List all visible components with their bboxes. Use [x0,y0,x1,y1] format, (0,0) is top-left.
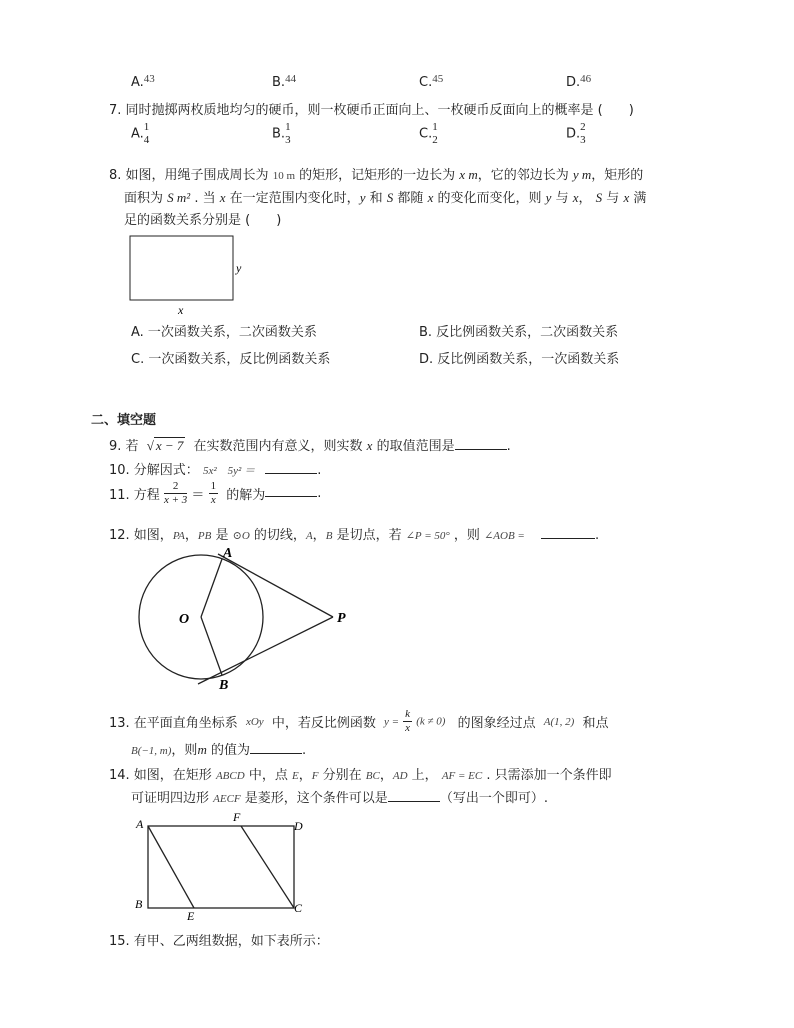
q7-option-d: D. 2 3 [566,121,586,146]
q12-label-a: A [223,546,233,561]
q12-label-b: B [219,678,229,692]
q6-option-d: D.$^{46}$ [566,73,592,90]
q8-line2: 面积为 S m² . 当 x 在一定范围内变化时，y 和 S 都随 x 的变化而变化，则 y 与 x， S 与 x 满 [124,190,647,206]
q8-option-d: D. 反比例函数关系，一次函数关系 [419,352,620,367]
q12-radius-ob [201,617,222,675]
q12-label-o: O [179,612,190,627]
q14-line1: 14. 如图，在矩形 ABCD 中，点 E，F 分别在 BC，AD 上， AF = EC . 只需添加一个条件即 [109,768,612,783]
q6-option-c: C.$^{45}$ [419,73,444,90]
q8-option-a: A. 一次函数关系，二次函数关系 [131,325,317,340]
q8-rectangle-figure [124,232,254,318]
section-title-fill-in: 二、填空题 [91,413,157,428]
q14-label-e: E [187,909,195,923]
q12-answer-blank[interactable] [541,538,595,539]
q13-answer-blank[interactable] [250,753,302,754]
q12: 12. 如图，PA，PB 是 ⊙O 的切线，A，B 是切点，若 ∠P = 50° ，则 ∠AOB = . [109,528,600,543]
q10-answer-blank[interactable] [265,473,317,474]
q6-option-a: A.$^{43}$ [131,73,155,90]
q8-option-b: B. 反比例函数关系，二次函数关系 [419,325,619,340]
q10: 10. 分解因式： 5x² 5y² ＝ . [109,463,322,478]
q6-option-b: B.$^{44}$ [272,73,297,90]
q7-stem: 7. 同时抛掷两枚质地均匀的硬币，则一枚硬币正面向上、一枚硬币反面向上的概率是 ( ) [109,103,634,118]
q14-segment-ae [148,826,194,908]
q9-answer-blank[interactable] [455,449,507,450]
q14-label-c: C [294,901,303,915]
q7-option-c: C. 1 2 [419,121,438,146]
q8-option-c: C. 一次函数关系，反比例函数关系 [131,352,331,367]
q14-segment-fc [241,826,294,908]
q8-rectangle [130,236,233,300]
q12-tangent-pb [198,617,333,684]
q9: 9. 若 √ x − 7 在实数范围内有意义，则实数 x 的取值范围是 . [109,438,511,454]
q14-label-d: D [294,819,303,833]
q13-line1: 13. 在平面直角坐标系 xOy 中，若反比例函数 y = $\frac{k}{x}$ (k ≠ 0) 的图象经过点 A(1, 2) 和点 [109,708,609,734]
q15: 15. 有甲、乙两组数据，如下表所示： [109,934,329,949]
q8-fig-label-y: y [236,261,242,275]
q12-circle-tangent-figure [134,542,364,692]
q14-label-b: B [135,897,143,911]
q14-answer-blank[interactable] [388,801,440,802]
q14-label-a: A [136,817,144,831]
q8-fig-label-x: x [178,303,184,317]
q14-rectangle-figure [128,808,318,924]
q12-tangent-pa [218,554,333,617]
q13-line2: B(−1, m)，则m 的值为 . [131,742,307,758]
q7-option-b: B. 1 3 [272,121,291,146]
q12-radius-oa [201,559,222,617]
q8-line1: 8. 如图，用绳子围成周长为 10 m 的矩形，记矩形的一边长为 x m，它的邻边长为 y m，矩形的 [109,167,644,183]
q11-answer-blank[interactable] [265,496,317,497]
q8-line3: 足的函数关系分别是 ( ) [124,213,282,228]
q14-label-f: F [233,810,241,824]
q14-line2: 可证明四边形 AECF 是菱形，这个条件可以是 （写出一个即可）. [131,791,548,806]
q12-label-p: P [337,611,346,626]
q14-rectangle-abcd [148,826,294,908]
q11: 11. 方程 $\frac{2}{x + 3}$ ＝ $\frac{1}{x}$ 的解为 . [109,480,322,506]
q7-option-a: A. 1 4 [131,121,150,146]
